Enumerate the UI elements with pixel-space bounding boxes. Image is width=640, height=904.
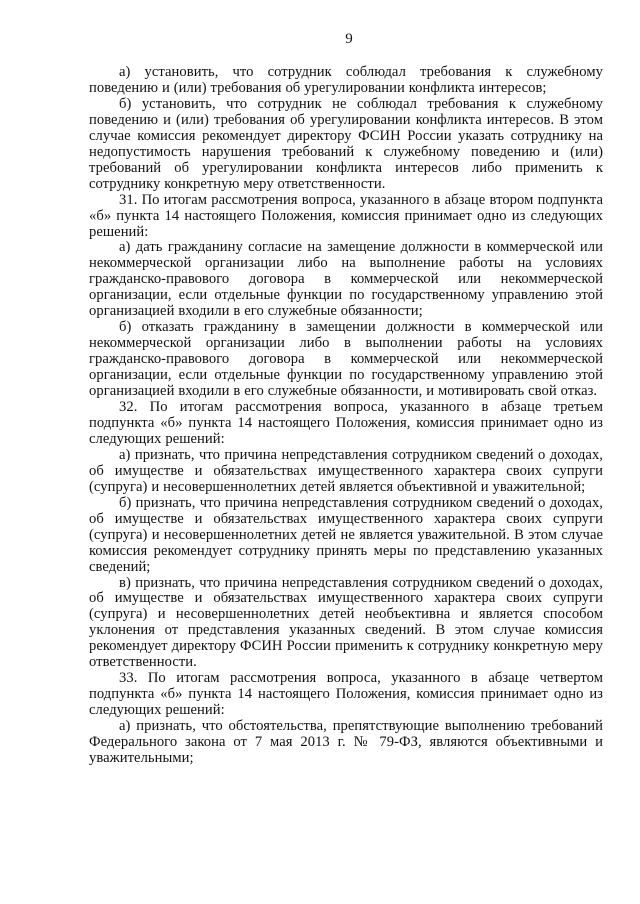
paragraph-30a: а) установить, что сотрудник соблюдал требования к служебному поведению и (или) требования об урегулировании конфликта интересов; — [89, 64, 603, 96]
page-number: 9 — [345, 31, 353, 47]
paragraph-30b: б) установить, что сотрудник не соблюдал требования к служебному поведению и (или) требования об урегулировании конфликта интересов. В этом случае комиссия рекомендует директору ФСИН России указать сотруднику на недопустимость нарушения требований к служебному поведению и (или) требований об урегулировании конфликта интересов либо применить к сотруднику конкретную меру ответственности. — [89, 95, 603, 192]
paragraph-31: 31. По итогам рассмотрения вопроса, указанного в абзаце втором подпункта «б» пункта 14 настоящего Положения, комиссия принимает одно из следующих решений: — [89, 191, 603, 240]
paragraph-33: 33. По итогам рассмотрения вопроса, указанного в абзаце четвертом подпункта «б» пункта 14 настоящего Положения, комиссия принимает одно из следующих решений: — [89, 670, 603, 719]
paragraph-32b: б) признать, что причина непредставления сотрудником сведений о доходах, об имуществе и обязательствах имущественного характера своих супруги (супруга) и несовершеннолетних детей не является уважительной. В этом случае комиссия рекомендует сотруднику принять меры по представлению указанных сведений; — [89, 494, 603, 575]
paragraph-33a: а) признать, что обстоятельства, препятствующие выполнению требований Федерального закона от 7 мая 2013 г. № 79-ФЗ, являются объективными и уважительными; — [89, 718, 603, 766]
paragraph-32c: в) признать, что причина непредставления сотрудником сведений о доходах, об имуществе и обязательствах имущественного характера своих супруги (супруга) и несовершеннолетних детей необъективна и является способом уклонения от представления указанных сведений. В этом случае комиссия рекомендует директору ФСИН России применить к сотруднику конкретную меру ответственности. — [89, 574, 603, 671]
paragraph-32a: а) признать, что причина непредставления сотрудником сведений о доходах, об имуществе и обязательствах имущественного характера своих супруги (супруга) и несовершеннолетних детей является объективной и уважительной; — [89, 446, 603, 495]
paragraph-31a: а) дать гражданину согласие на замещение должности в коммерческой или некоммерческой организации либо на выполнение работы на условиях гражданско-правового договора в коммерческой или некоммерческой организации, если отдельные функции по государственному управлению этой организацией входили в его служебные обязанности; — [89, 239, 603, 320]
paragraph-32: 32. По итогам рассмотрения вопроса, указанного в абзаце третьем подпункта «б» пункта 14 настоящего Положения, комиссия принимает одно из следующих решений: — [89, 399, 603, 447]
paragraph-31b: б) отказать гражданину в замещении должности в коммерческой или некоммерческой организации либо в выполнении работы на условиях гражданско-правового договора в коммерческой или некоммерческой организации, если отдельные функции по государственному управлению этой организацией входили в его служебные обязанности, и мотивировать свой отказ. — [89, 319, 603, 400]
